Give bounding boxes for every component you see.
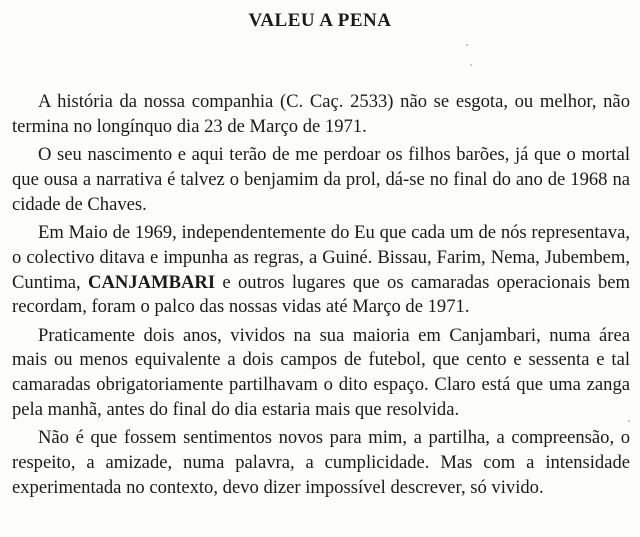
paragraph-3-text-after: e outros lugares que os camaradas operacionais bem recordam, foram o palco das nossas vidas até Março de 1971. xyxy=(12,271,630,318)
document-body xyxy=(12,90,630,504)
paragraph-1: A história da nossa companhia (C. Caç. 2533) não se esgota, ou melhor, não termina no longínquo dia 23 de Março de 1971. xyxy=(12,91,630,137)
paragraph-2: O seu nascimento e aqui terão de me perdoar os filhos barões, já que o mortal que ousa a narrativa é talvez o benjamim da prol, dá-se no final do ano de 1968 na cidade de Chaves. xyxy=(12,144,630,215)
paragraph-5: Não é que fossem sentimentos novos para mim, a partilha, a compreensão, o respeito, a amizade, numa palavra, a cumplicidade. Mas com a intensidade experimentada no contexto, devo dizer impossível descrever, só vivido. xyxy=(12,427,630,498)
paragraph-4: Praticamente dois anos, vividos na sua maioria em Canjambari, numa área mais ou menos equivalente a dois campos de futebol, que cento e sessenta e tal camaradas obrigatoriamente partilhavam o dito espaço. Claro está que uma zanga pela manhã, antes do final do dia estaria mais que resolvida. xyxy=(12,324,630,421)
paragraph-3-bold-word: CANJAMBARI xyxy=(88,271,216,293)
page-title: VALEU A PENA xyxy=(248,10,392,31)
scan-speck xyxy=(466,44,468,46)
paragraph-3-text-before: Em Maio de 1969, independentemente do Eu que cada um de nós representava, o colectivo ditava e impunha as regras, a Guiné. Bissau, Farim, Nema, Jubembem, Cuntima, xyxy=(12,221,630,293)
paragraph-3 xyxy=(12,221,630,320)
scan-speck xyxy=(470,64,472,66)
scan-speck xyxy=(628,420,630,422)
